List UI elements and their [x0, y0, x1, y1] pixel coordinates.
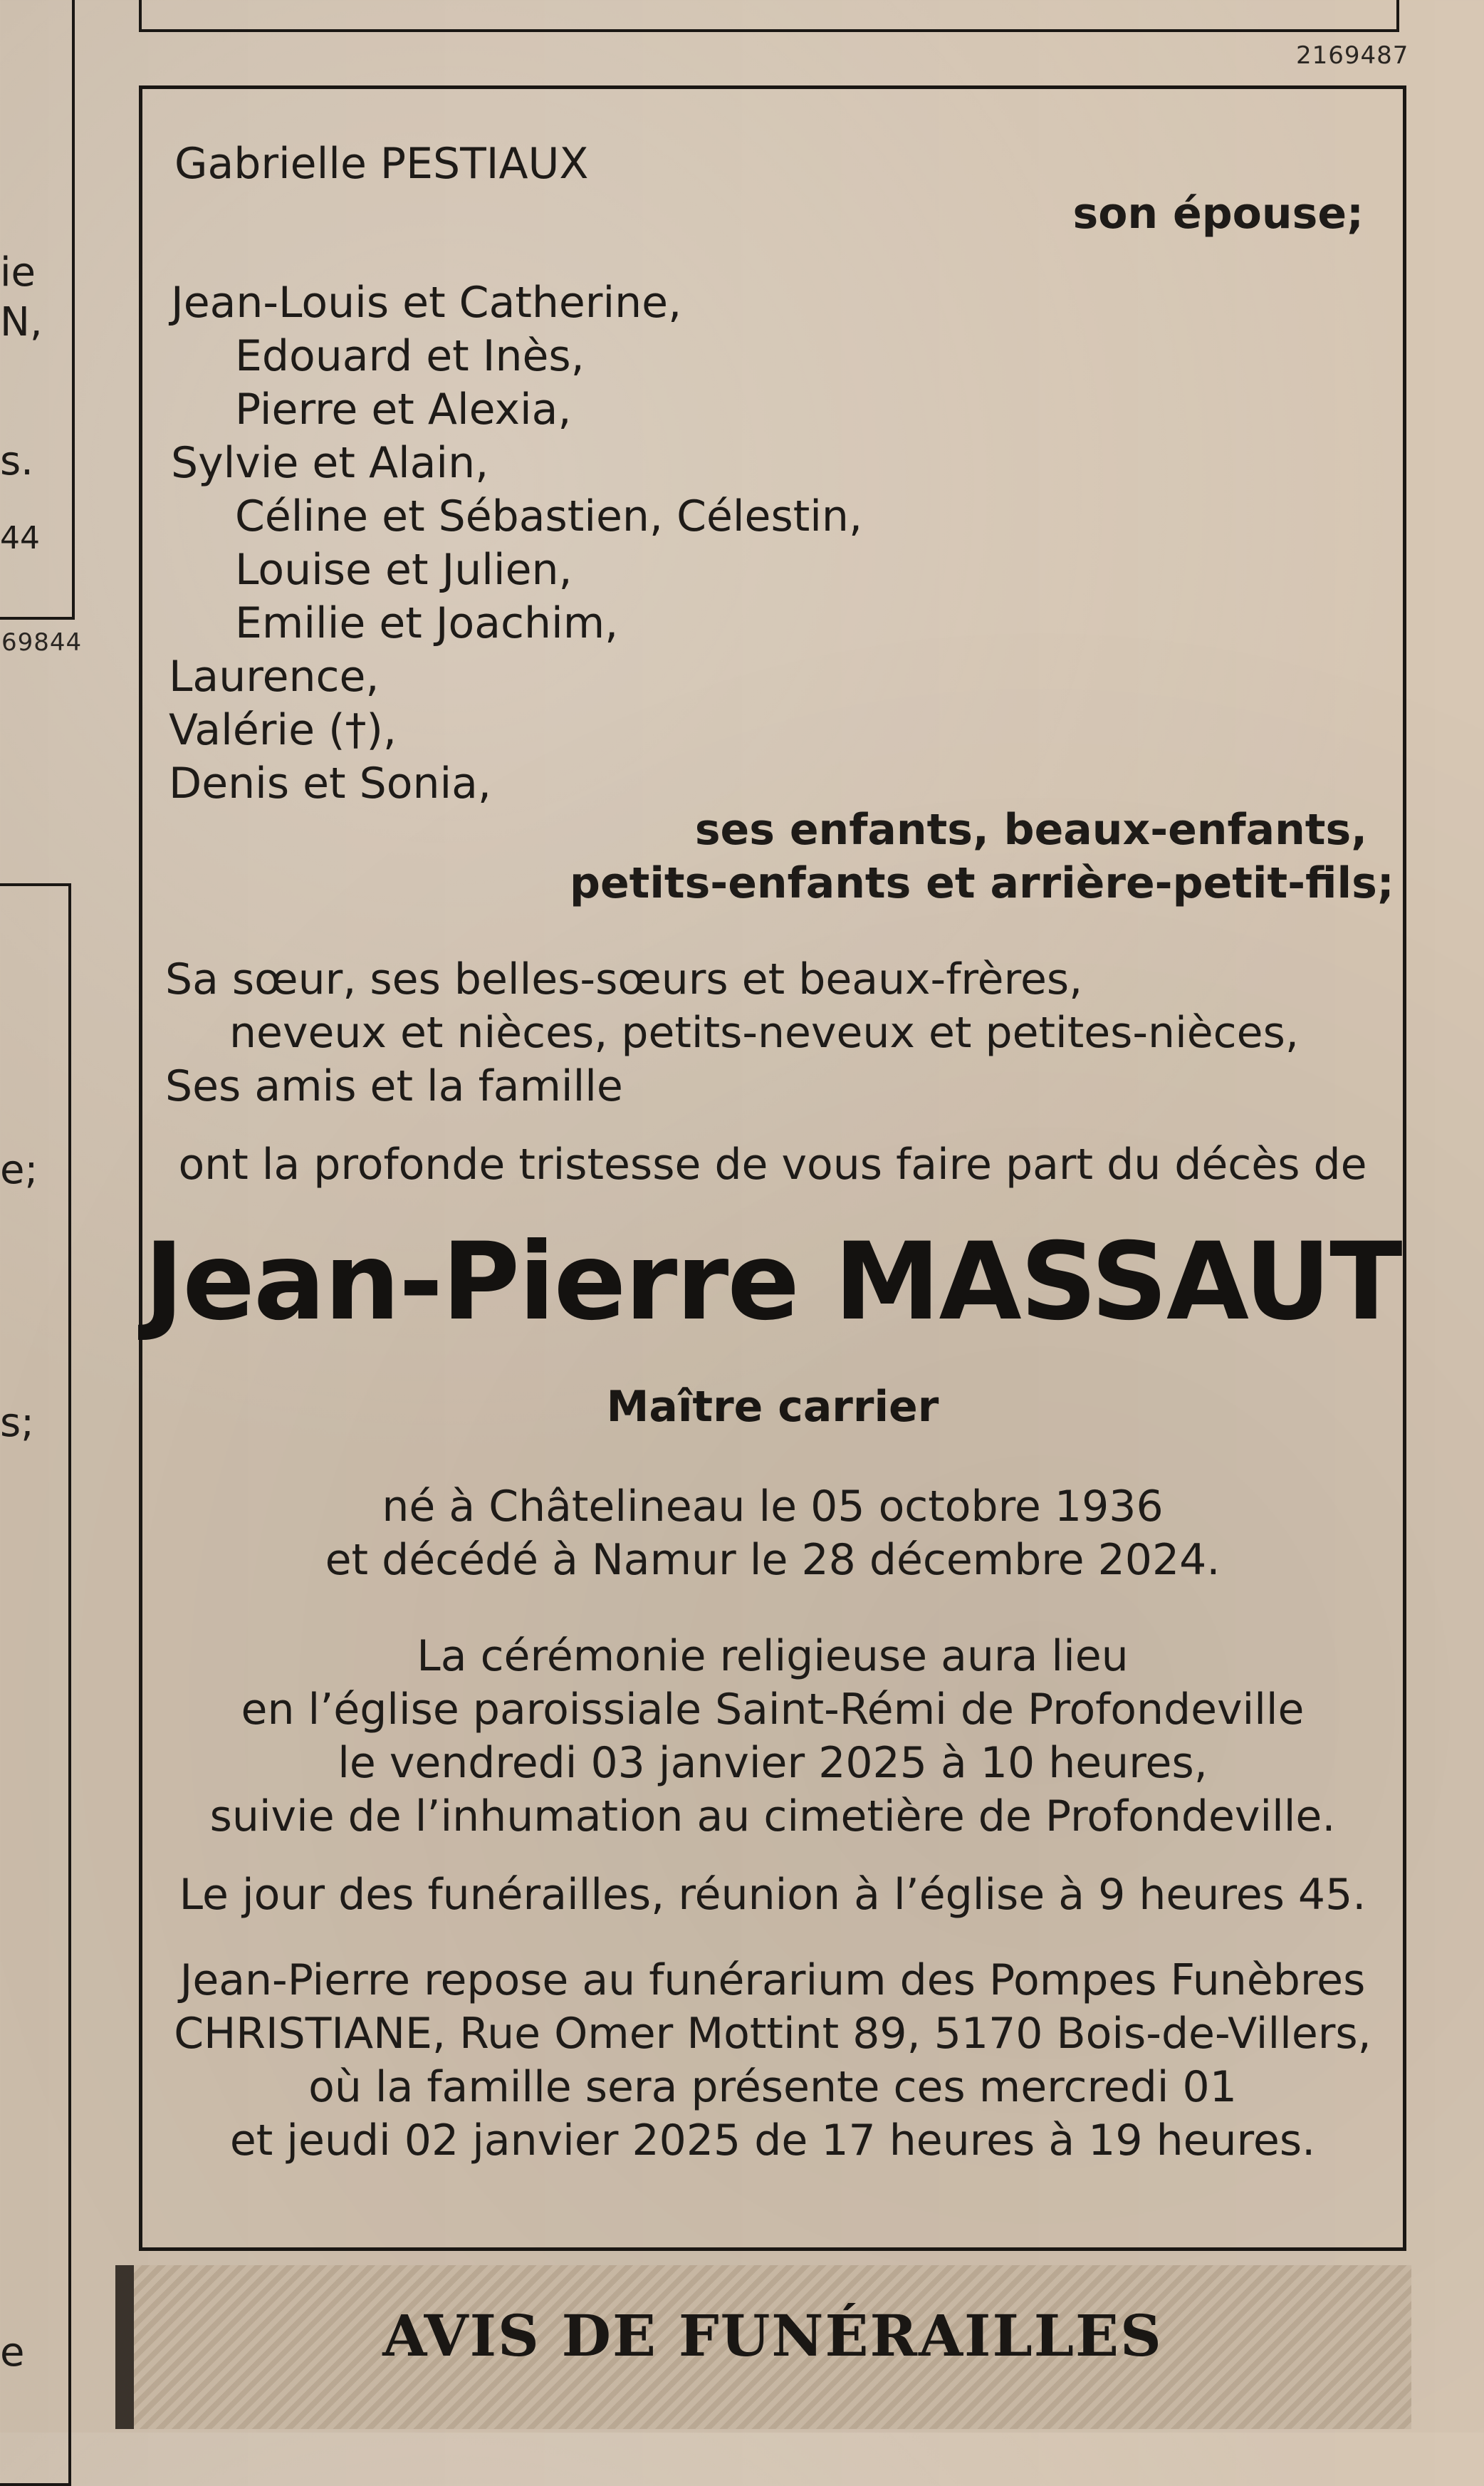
children-role-line: ses enfants, beaux-enfants, [694, 805, 1367, 855]
ceremony-line: en l’église paroissiale Saint-Rémi de Profondeville [241, 1685, 1305, 1735]
left-fragment: e [0, 2329, 25, 2376]
relatives-line: Ses amis et la famille [165, 1061, 623, 1111]
previous-notice-frame [139, 0, 1399, 32]
death-line: et décédé à Namur le 28 décembre 2024. [325, 1535, 1221, 1585]
meeting-line: Le jour des funérailles, réunion à l’église à 9 heures 45. [179, 1870, 1367, 1920]
relatives-line: Sa sœur, ses belles-sœurs et beaux-frères, [165, 955, 1083, 1004]
family-line: Jean-Louis et Catherine, [171, 278, 682, 328]
family-line: Emilie et Joachim, [235, 598, 619, 648]
ceremony-line: le vendredi 03 janvier 2025 à 10 heures, [338, 1738, 1208, 1788]
funeral-notices-banner [115, 2265, 1411, 2429]
left-fragment: N, [0, 299, 43, 345]
family-line: Laurence, [169, 652, 380, 702]
children-role-line: petits-enfants et arrière-petit-fils; [570, 858, 1394, 908]
banner-title: AVIS DE FUNÉRAILLES [382, 2302, 1163, 2369]
left-fragment: 44 [0, 520, 40, 556]
family-line: Céline et Sébastien, Célestin, [235, 492, 863, 541]
deceased-title: Maître carrier [606, 1382, 939, 1432]
spouse-name: Gabrielle PESTIAUX [174, 139, 589, 189]
family-line: Valérie (†), [169, 705, 397, 755]
birth-line: né à Châtelineau le 05 octobre 1936 [382, 1482, 1164, 1531]
adjacent-notice-frame-bottom [0, 883, 71, 2486]
ceremony-line: La cérémonie religieuse aura lieu [417, 1631, 1129, 1681]
rest-line: et jeudi 02 janvier 2025 de 17 heures à 19 heures. [229, 2116, 1316, 2165]
deceased-name: Jean-Pierre MASSAUT [144, 1220, 1401, 1344]
family-line: Pierre et Alexia, [235, 385, 572, 435]
family-line: Denis et Sonia, [169, 759, 491, 808]
left-fragment: s; [0, 1400, 35, 1446]
ceremony-line: suivie de l’inhumation au cimetière de Profondeville. [209, 1791, 1336, 1841]
left-fragment: s. [0, 438, 33, 484]
family-line: Louise et Julien, [235, 545, 573, 595]
left-fragment: ie [0, 249, 36, 296]
rest-line: où la famille sera présente ces mercredi 01 [308, 2062, 1237, 2112]
family-line: Sylvie et Alain, [171, 438, 489, 488]
spouse-role: son épouse; [1072, 189, 1364, 239]
family-line: Edouard et Inès, [235, 331, 585, 381]
rest-line: Jean-Pierre repose au funérarium des Pompes Funèbres [179, 1955, 1366, 2005]
rest-line: CHRISTIANE, Rue Omer Mottint 89, 5170 Bois-de-Villers, [174, 2009, 1371, 2059]
notice-code-top: 2169487 [1296, 41, 1409, 70]
relatives-line: neveux et nièces, petits-neveux et petites-nièces, [229, 1008, 1299, 1058]
announcement-line: ont la profonde tristesse de vous faire part du décès de [178, 1140, 1367, 1190]
notice-code-left: 69844 [1, 628, 83, 657]
left-fragment: e; [0, 1147, 38, 1193]
